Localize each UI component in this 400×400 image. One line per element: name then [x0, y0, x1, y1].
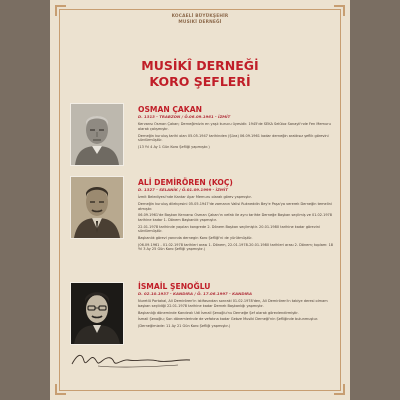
title-line-1: MUSİKÎ DERNEĞİ — [141, 58, 259, 73]
bio-paragraph: (06.09.1961 - 01.02.1978 tarihleri arası 1. Dönem, 22.01.1978-20.01.1980 tarihleri arası 2. Dönem; toplam: 18 Yıl 3 Ay 25 Gün Koro Şefliği yapmıştır.) — [138, 242, 334, 252]
organization-line-2: MUSIKİ DERNEĞİ — [178, 20, 222, 25]
bio-paragraph: Nuretlü Portakal, Ali Demirören'in istifasından sonraki 01.02.1978'den, Ali Demirören'in tabiye deresi olmam başkan seçildiği 22.01.1978 tarihine kadar Dernek Başkanlığı yapmıştır. — [138, 299, 328, 308]
bio-paragraph: 22.01.1978 tarihinde yapılan kongrede 2. Dönem Başkan seçilmiştir. 20.01.1980 tarihine kadar görevini sürdürmüştür. — [138, 224, 320, 234]
conductor-bio — [138, 282, 338, 329]
bio-paragraph: İzmit Belediyesi'nde Kantar Ayar Memuru olarak görev yapmıştır. — [138, 195, 252, 200]
portrait-ali-demiroren — [70, 176, 124, 239]
bio-paragraph: (13 Yıl 4 Ay 1 Gün Koro Şefliği yapmıştır.) — [138, 144, 210, 149]
title-line-2: KORO ŞEFLERİ — [149, 74, 251, 89]
bio-paragraph: Derneğin kuruluş dilekçesini 05.05.1947'de zamanın Valisi Rukneddin Bey'e Paşa'ya vererek Derneğin temelini atmıştır. — [138, 201, 332, 211]
bio-paragraph: Başkanlığı döneminde Kandıralı Udi İsmail Şenoğlu'nu Derneğe Şef olarak görevlendirmiştir. — [138, 310, 299, 315]
document-page — [50, 0, 350, 400]
bio-paragraph: 06.09.1961'de Başkan Kervansı Osman Çakan'ın vefatı ile aynı tarihte Derneğe Başkan seçilmiş ve 01.02.1978 tarihine kadar 1. Dönem Başkanlık yapmıştır. — [138, 213, 333, 222]
bio-paragraph: İsmail Şenoğlu; Son dönemlerinde de vefatına kadar Gebze Musiki Derneği'nin Şefliğinde bulunmuştur. — [138, 317, 319, 322]
conductor-dates: D. 1313 - TRABZON / Ö.06.09.1961 - İZMİT — [138, 114, 231, 119]
organization-line-1: KOCAELİ BÜYÜKŞEHİR — [171, 14, 229, 19]
bio-paragraph: Başkanlık görevi yanında dernegin Koro Şefliği'ni de yürütmüştür. — [138, 236, 253, 241]
conductor-name: ALİ DEMİRÖREN (KOÇ) — [138, 178, 233, 187]
portrait-ismail-senoglu — [70, 282, 124, 345]
bio-paragraph: Derneğin kuruluş tarihi olan 05.05.1947 tarihinden (Şûra) 06.09.1961 kadar derneğin aralıksız şeflik görevini sürdürmüştür. — [138, 133, 329, 143]
portrait-osman-cakan — [70, 103, 124, 166]
conductor-name: İSMAİL ŞENOĞLU — [138, 282, 211, 291]
handwritten-signature — [68, 349, 218, 371]
conductor-dates: D. 1327 - SELANİK / Ö.01.09.1999 - İZMİT — [138, 187, 228, 192]
conductor-bio — [138, 178, 338, 252]
bio-paragraph: (Derneğimizde: 11 Ay 21 Gün Koro Şefliği yapmıştır.) — [138, 324, 231, 329]
page-title — [50, 58, 350, 90]
organization-header — [50, 14, 350, 26]
conductor-name: OSMAN ÇAKAN — [138, 105, 202, 114]
conductor-dates: D. 02.10.1937 - KANDIRA / Ö. 17.06.1997 - KANDIRA — [138, 291, 253, 296]
conductor-bio — [138, 105, 338, 150]
bio-paragraph: Kervansı Osman Çakan; Derneğimizin en yaşlı kurucu üyesidir. 1945'de SEKA Selüloz Sanayii'nde Fen Memuru olarak çalışmıştır. — [138, 122, 331, 131]
corner-ornament — [55, 384, 66, 395]
corner-ornament — [334, 384, 345, 395]
